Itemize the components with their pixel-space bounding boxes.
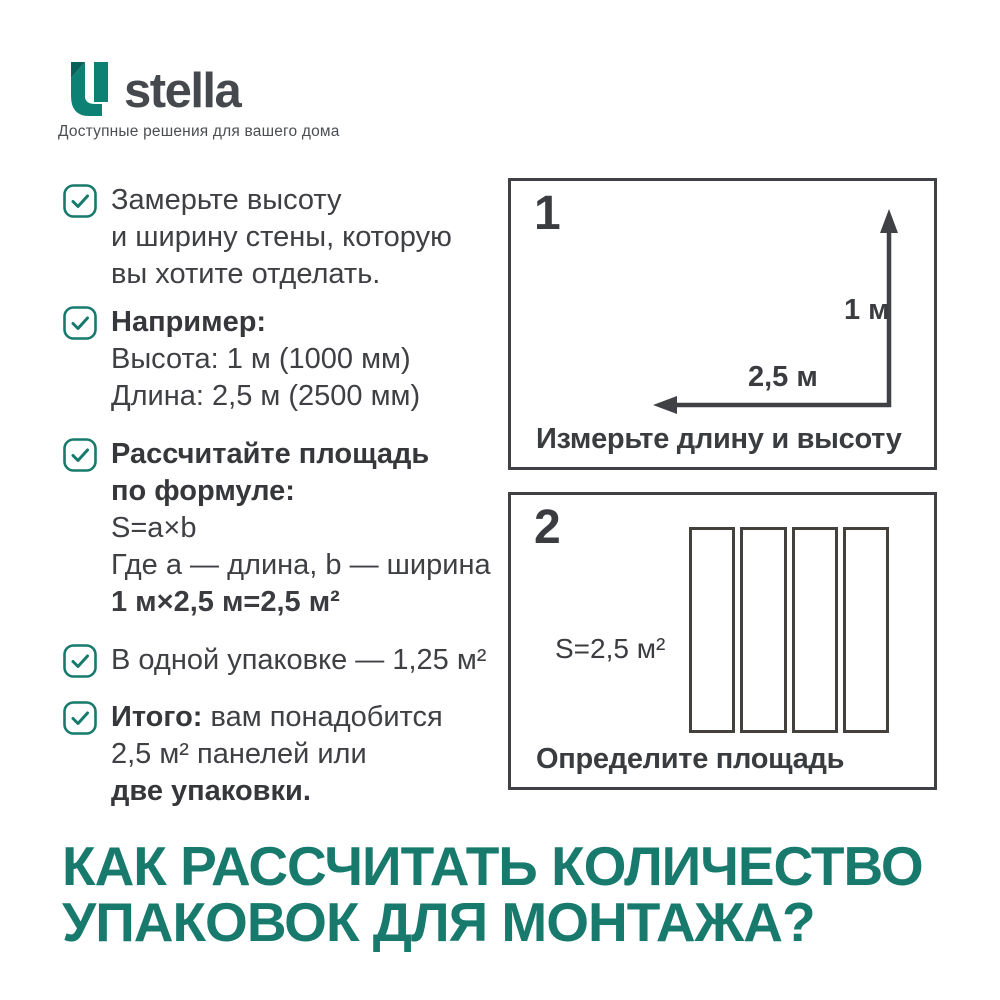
checkmark-icon	[62, 437, 98, 473]
height-dimension-label: 1 м	[844, 294, 890, 326]
stella-logo-icon	[58, 58, 114, 120]
wall-panel	[792, 527, 838, 733]
checkmark-icon	[62, 183, 98, 219]
wall-panel	[740, 527, 786, 733]
text-line-bold: две упаковки.	[111, 775, 311, 807]
step2-caption: Определите площадь	[536, 743, 845, 775]
text-line: В одной упаковке — 1,25 м²	[111, 644, 487, 676]
text-line: Где a — длина, b — ширина	[111, 549, 491, 581]
brand-name: stella	[124, 64, 241, 118]
step-box-2	[508, 492, 937, 790]
text-line-bold: Например:	[111, 306, 267, 338]
wall-panel	[843, 527, 889, 733]
length-dimension-label: 2,5 м	[748, 361, 818, 393]
wall-panel	[689, 527, 735, 733]
text-line: Высота: 1 м (1000 мм)	[111, 343, 411, 375]
brand-tagline: Доступные решения для вашего дома	[58, 123, 340, 140]
step1-caption: Измерьте длину и высоту	[536, 423, 902, 455]
step-number: 2	[534, 501, 561, 554]
checklist-item-text	[111, 304, 420, 415]
page-title-line1: КАК РАССЧИТАТЬ КОЛИЧЕСТВО	[62, 835, 923, 897]
checklist-item-formula	[62, 436, 491, 621]
text-span: вам понадобится	[202, 701, 443, 733]
checklist-item-text	[111, 436, 491, 621]
checklist-item-example	[62, 304, 420, 415]
text-line: вы хотите отделать.	[111, 258, 381, 290]
checkmark-icon	[62, 643, 98, 679]
text-line: Замерьте высоту	[111, 184, 342, 216]
text-line: 2,5 м² панелей или	[111, 738, 367, 770]
checkmark-icon	[62, 305, 98, 341]
formula-line: S=a×b	[111, 512, 197, 544]
text-line: Длина: 2,5 м (2500 мм)	[111, 380, 421, 412]
checklist-item-package	[62, 642, 486, 679]
total-label: Итого:	[111, 701, 203, 733]
checklist-item-text	[111, 182, 452, 293]
text-line	[111, 699, 443, 736]
page-title-line2: УПАКОВОК ДЛЯ МОНТАЖА?	[62, 891, 815, 953]
page-title	[62, 835, 923, 953]
checkmark-icon	[62, 700, 98, 736]
brand-header	[58, 58, 340, 141]
text-line: и ширину стены, которую	[111, 221, 452, 253]
step-box-1	[508, 178, 937, 470]
checklist-item-measure	[62, 182, 452, 293]
step-number: 1	[534, 187, 561, 240]
text-line-bold: по формуле:	[111, 475, 295, 507]
checklist-item-text	[111, 699, 443, 810]
checklist-item-total	[62, 699, 443, 810]
calculation-line: 1 м×2,5 м=2,5 м²	[111, 586, 340, 618]
text-line-bold: Рассчитайте площадь	[111, 438, 430, 470]
checklist-item-text	[111, 642, 486, 679]
panels-row	[689, 527, 889, 733]
area-label: S=2,5 м²	[555, 633, 666, 664]
